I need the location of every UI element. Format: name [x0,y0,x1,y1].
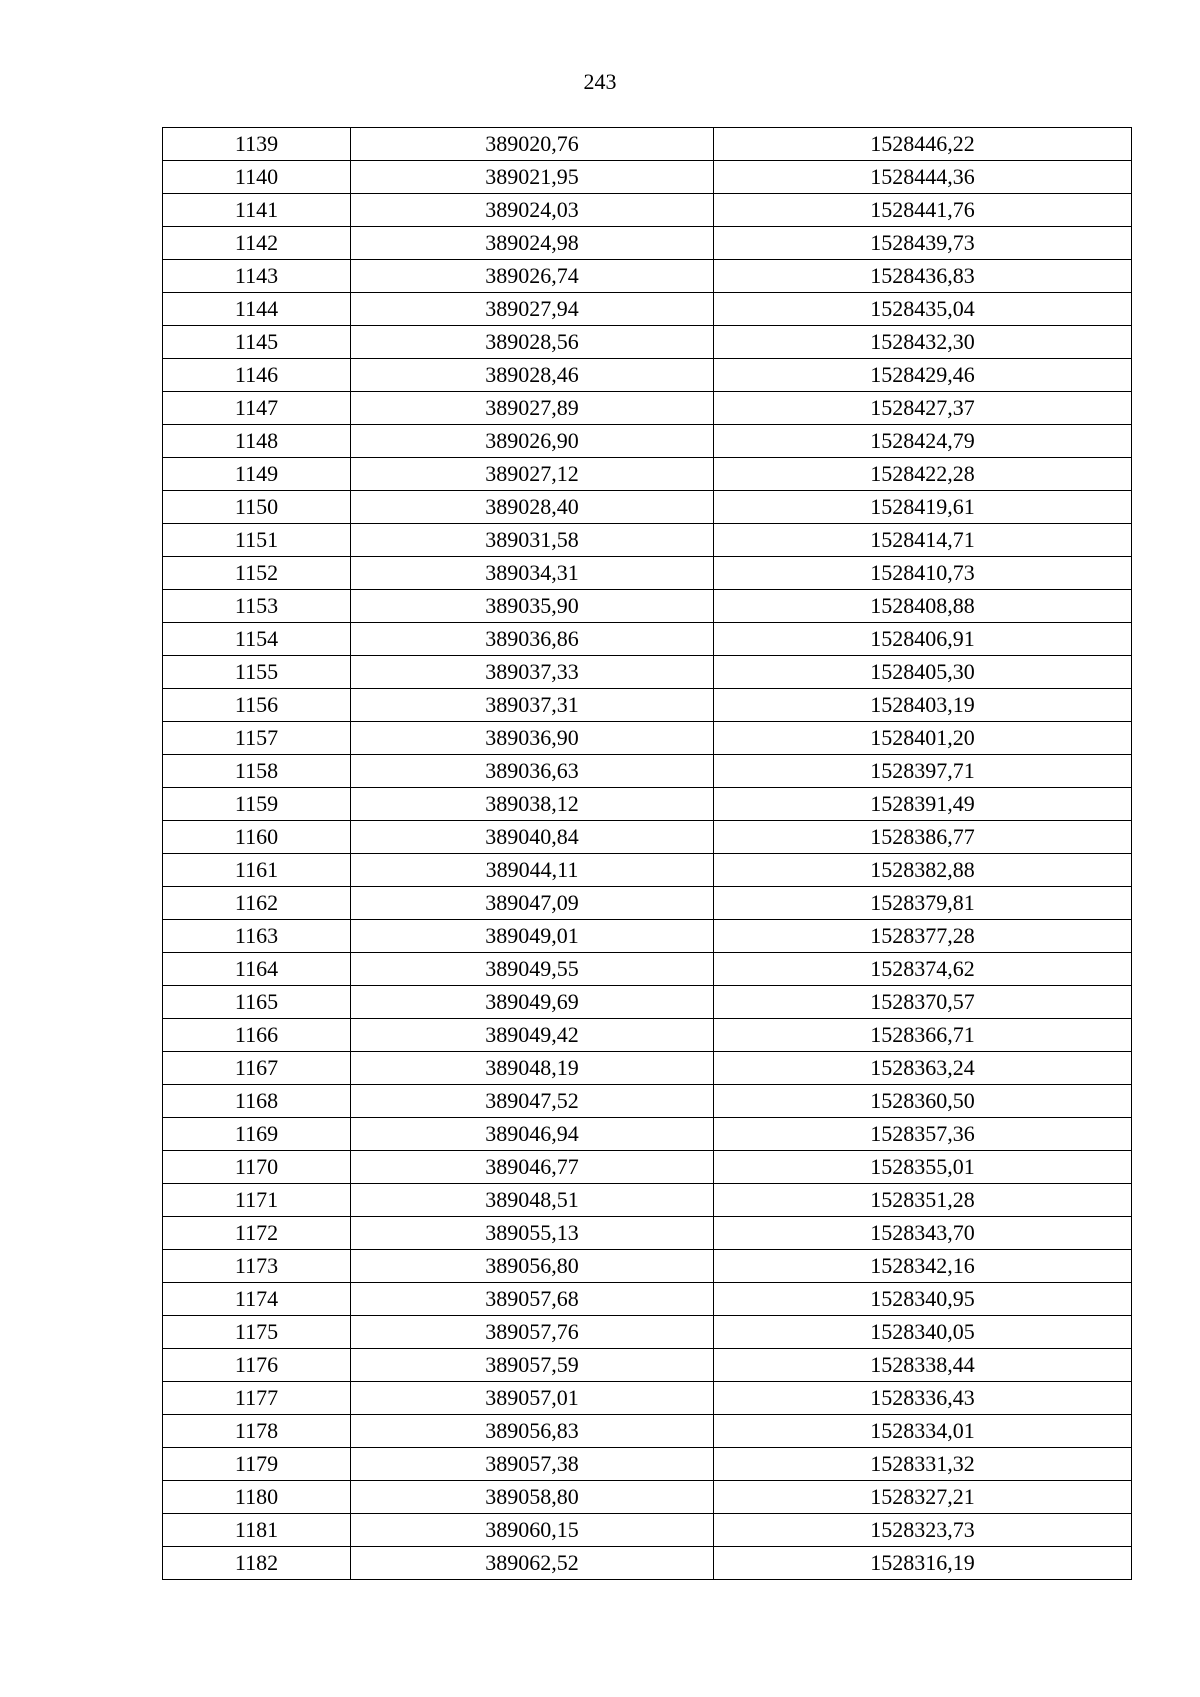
table-row [163,557,1132,590]
point-number-cell: 1162 [163,887,351,920]
x-coordinate-cell: 389031,58 [351,524,714,557]
table-row [163,821,1132,854]
point-number-cell: 1161 [163,854,351,887]
y-coordinate-cell: 1528403,19 [714,689,1132,722]
table-row [163,722,1132,755]
point-number-cell: 1167 [163,1052,351,1085]
point-number-cell: 1144 [163,293,351,326]
x-coordinate-cell: 389057,01 [351,1382,714,1415]
point-number-cell: 1154 [163,623,351,656]
point-number-cell: 1166 [163,1019,351,1052]
point-number-cell: 1139 [163,128,351,161]
point-number-cell: 1173 [163,1250,351,1283]
y-coordinate-cell: 1528338,44 [714,1349,1132,1382]
coordinates-table [162,127,1132,1580]
x-coordinate-cell: 389046,94 [351,1118,714,1151]
x-coordinate-cell: 389027,12 [351,458,714,491]
y-coordinate-cell: 1528419,61 [714,491,1132,524]
x-coordinate-cell: 389055,13 [351,1217,714,1250]
point-number-cell: 1142 [163,227,351,260]
x-coordinate-cell: 389056,80 [351,1250,714,1283]
y-coordinate-cell: 1528342,16 [714,1250,1132,1283]
y-coordinate-cell: 1528323,73 [714,1514,1132,1547]
point-number-cell: 1177 [163,1382,351,1415]
y-coordinate-cell: 1528363,24 [714,1052,1132,1085]
x-coordinate-cell: 389056,83 [351,1415,714,1448]
y-coordinate-cell: 1528422,28 [714,458,1132,491]
x-coordinate-cell: 389047,52 [351,1085,714,1118]
point-number-cell: 1180 [163,1481,351,1514]
point-number-cell: 1172 [163,1217,351,1250]
point-number-cell: 1182 [163,1547,351,1580]
x-coordinate-cell: 389047,09 [351,887,714,920]
y-coordinate-cell: 1528360,50 [714,1085,1132,1118]
x-coordinate-cell: 389049,69 [351,986,714,1019]
y-coordinate-cell: 1528405,30 [714,656,1132,689]
y-coordinate-cell: 1528379,81 [714,887,1132,920]
x-coordinate-cell: 389057,38 [351,1448,714,1481]
x-coordinate-cell: 389027,94 [351,293,714,326]
y-coordinate-cell: 1528397,71 [714,755,1132,788]
table-row [163,1316,1132,1349]
table-row [163,491,1132,524]
point-number-cell: 1178 [163,1415,351,1448]
table-row [163,524,1132,557]
x-coordinate-cell: 389049,55 [351,953,714,986]
point-number-cell: 1181 [163,1514,351,1547]
point-number-cell: 1168 [163,1085,351,1118]
x-coordinate-cell: 389027,89 [351,392,714,425]
x-coordinate-cell: 389026,90 [351,425,714,458]
point-number-cell: 1140 [163,161,351,194]
x-coordinate-cell: 389048,51 [351,1184,714,1217]
table-row [163,788,1132,821]
x-coordinate-cell: 389062,52 [351,1547,714,1580]
x-coordinate-cell: 389026,74 [351,260,714,293]
table-row [163,1283,1132,1316]
x-coordinate-cell: 389046,77 [351,1151,714,1184]
point-number-cell: 1158 [163,755,351,788]
x-coordinate-cell: 389040,84 [351,821,714,854]
x-coordinate-cell: 389057,76 [351,1316,714,1349]
y-coordinate-cell: 1528446,22 [714,128,1132,161]
y-coordinate-cell: 1528327,21 [714,1481,1132,1514]
point-number-cell: 1164 [163,953,351,986]
point-number-cell: 1155 [163,656,351,689]
x-coordinate-cell: 389058,80 [351,1481,714,1514]
table-row [163,887,1132,920]
point-number-cell: 1145 [163,326,351,359]
table-row [163,1217,1132,1250]
x-coordinate-cell: 389049,01 [351,920,714,953]
table-row [163,1349,1132,1382]
y-coordinate-cell: 1528401,20 [714,722,1132,755]
y-coordinate-cell: 1528429,46 [714,359,1132,392]
table-row [163,920,1132,953]
x-coordinate-cell: 389057,68 [351,1283,714,1316]
point-number-cell: 1159 [163,788,351,821]
y-coordinate-cell: 1528343,70 [714,1217,1132,1250]
y-coordinate-cell: 1528331,32 [714,1448,1132,1481]
y-coordinate-cell: 1528366,71 [714,1019,1132,1052]
point-number-cell: 1157 [163,722,351,755]
y-coordinate-cell: 1528340,95 [714,1283,1132,1316]
y-coordinate-cell: 1528391,49 [714,788,1132,821]
x-coordinate-cell: 389037,31 [351,689,714,722]
x-coordinate-cell: 389044,11 [351,854,714,887]
y-coordinate-cell: 1528374,62 [714,953,1132,986]
table-row [163,1481,1132,1514]
point-number-cell: 1179 [163,1448,351,1481]
point-number-cell: 1163 [163,920,351,953]
y-coordinate-cell: 1528316,19 [714,1547,1132,1580]
y-coordinate-cell: 1528414,71 [714,524,1132,557]
y-coordinate-cell: 1528424,79 [714,425,1132,458]
table-row [163,1052,1132,1085]
x-coordinate-cell: 389049,42 [351,1019,714,1052]
table-row [163,755,1132,788]
table-row [163,1448,1132,1481]
table-row [163,128,1132,161]
point-number-cell: 1174 [163,1283,351,1316]
x-coordinate-cell: 389057,59 [351,1349,714,1382]
point-number-cell: 1160 [163,821,351,854]
x-coordinate-cell: 389036,90 [351,722,714,755]
table-row [163,1250,1132,1283]
x-coordinate-cell: 389028,40 [351,491,714,524]
y-coordinate-cell: 1528406,91 [714,623,1132,656]
y-coordinate-cell: 1528334,01 [714,1415,1132,1448]
table-row [163,161,1132,194]
y-coordinate-cell: 1528382,88 [714,854,1132,887]
x-coordinate-cell: 389024,98 [351,227,714,260]
table-row [163,1415,1132,1448]
page-number: 243 [583,69,617,94]
point-number-cell: 1147 [163,392,351,425]
y-coordinate-cell: 1528444,36 [714,161,1132,194]
table-row [163,1085,1132,1118]
point-number-cell: 1176 [163,1349,351,1382]
table-row [163,1547,1132,1580]
point-number-cell: 1171 [163,1184,351,1217]
point-number-cell: 1146 [163,359,351,392]
table-row [163,1019,1132,1052]
table-row [163,260,1132,293]
table-row [163,623,1132,656]
x-coordinate-cell: 389036,63 [351,755,714,788]
x-coordinate-cell: 389060,15 [351,1514,714,1547]
y-coordinate-cell: 1528370,57 [714,986,1132,1019]
table-row [163,1184,1132,1217]
table-row [163,854,1132,887]
point-number-cell: 1150 [163,491,351,524]
table-row [163,293,1132,326]
point-number-cell: 1151 [163,524,351,557]
x-coordinate-cell: 389020,76 [351,128,714,161]
y-coordinate-cell: 1528435,04 [714,293,1132,326]
point-number-cell: 1156 [163,689,351,722]
point-number-cell: 1149 [163,458,351,491]
x-coordinate-cell: 389037,33 [351,656,714,689]
y-coordinate-cell: 1528386,77 [714,821,1132,854]
x-coordinate-cell: 389038,12 [351,788,714,821]
y-coordinate-cell: 1528351,28 [714,1184,1132,1217]
y-coordinate-cell: 1528432,30 [714,326,1132,359]
table-row [163,227,1132,260]
y-coordinate-cell: 1528441,76 [714,194,1132,227]
point-number-cell: 1169 [163,1118,351,1151]
x-coordinate-cell: 389048,19 [351,1052,714,1085]
y-coordinate-cell: 1528336,43 [714,1382,1132,1415]
table-row [163,359,1132,392]
table-row [163,425,1132,458]
point-number-cell: 1153 [163,590,351,623]
coordinates-table-body [163,128,1132,1580]
y-coordinate-cell: 1528439,73 [714,227,1132,260]
y-coordinate-cell: 1528340,05 [714,1316,1132,1349]
x-coordinate-cell: 389035,90 [351,590,714,623]
y-coordinate-cell: 1528410,73 [714,557,1132,590]
table-row [163,986,1132,1019]
x-coordinate-cell: 389028,46 [351,359,714,392]
y-coordinate-cell: 1528355,01 [714,1151,1132,1184]
point-number-cell: 1170 [163,1151,351,1184]
y-coordinate-cell: 1528357,36 [714,1118,1132,1151]
table-row [163,689,1132,722]
x-coordinate-cell: 389034,31 [351,557,714,590]
y-coordinate-cell: 1528427,37 [714,392,1132,425]
point-number-cell: 1143 [163,260,351,293]
table-row [163,1151,1132,1184]
x-coordinate-cell: 389036,86 [351,623,714,656]
table-row [163,458,1132,491]
x-coordinate-cell: 389024,03 [351,194,714,227]
table-row [163,1382,1132,1415]
point-number-cell: 1148 [163,425,351,458]
x-coordinate-cell: 389028,56 [351,326,714,359]
point-number-cell: 1165 [163,986,351,1019]
y-coordinate-cell: 1528377,28 [714,920,1132,953]
table-row [163,194,1132,227]
y-coordinate-cell: 1528436,83 [714,260,1132,293]
table-row [163,392,1132,425]
point-number-cell: 1152 [163,557,351,590]
y-coordinate-cell: 1528408,88 [714,590,1132,623]
table-row [163,953,1132,986]
table-row [163,326,1132,359]
point-number-cell: 1175 [163,1316,351,1349]
table-row [163,590,1132,623]
x-coordinate-cell: 389021,95 [351,161,714,194]
table-row [163,1118,1132,1151]
point-number-cell: 1141 [163,194,351,227]
table-row [163,656,1132,689]
table-row [163,1514,1132,1547]
